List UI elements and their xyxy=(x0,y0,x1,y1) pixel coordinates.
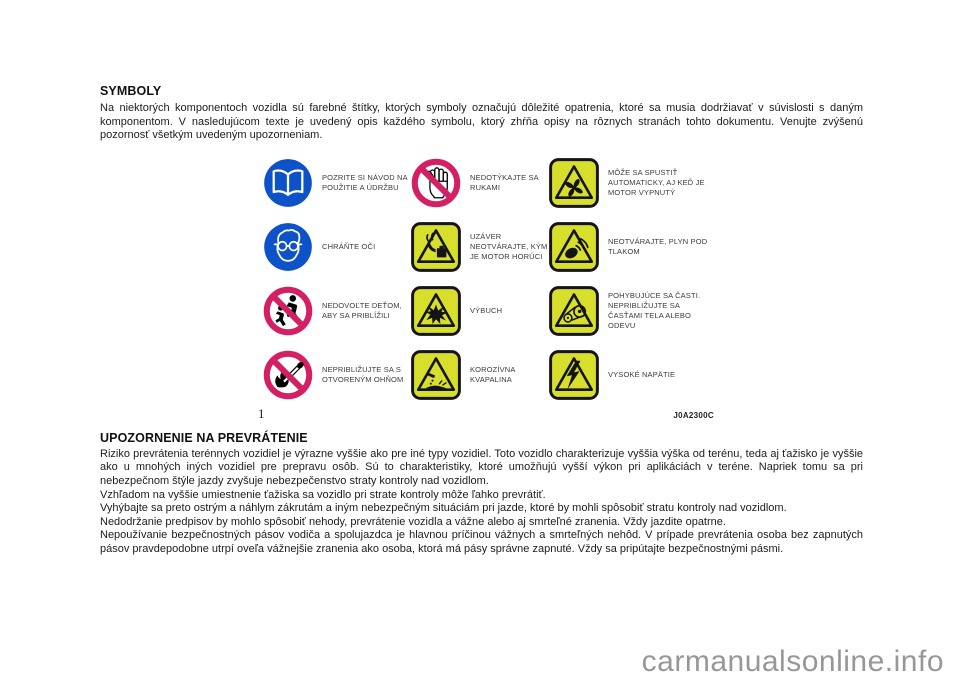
symbol-cell xyxy=(262,157,410,209)
no-children-icon xyxy=(262,285,314,337)
symbol-cell xyxy=(548,221,714,273)
eye-protection-icon xyxy=(262,221,314,273)
symbol-label: VÝBUCH xyxy=(470,305,503,315)
symbol-label: VYSOKÉ NAPÄTIE xyxy=(608,369,676,379)
figure-number: 1 xyxy=(258,405,265,421)
symbol-label: NEDOTÝKAJTE SA RUKAMI xyxy=(470,172,539,192)
symbol-cell xyxy=(410,157,548,209)
symbol-cell xyxy=(410,285,548,337)
symbols-section xyxy=(100,84,863,422)
high-voltage-icon xyxy=(548,349,600,401)
page-content xyxy=(100,84,863,557)
watermark: carmanualsonline.info xyxy=(641,645,944,678)
symbol-cell xyxy=(262,349,410,401)
figure-caption xyxy=(258,406,714,422)
rollover-paragraph: Vzhľadom na vyššie umiestnenie ťažiska sa vozidlo pri strate kontroly môže ľahko prevrátiť. xyxy=(100,488,546,501)
symbol-cell xyxy=(262,285,410,337)
symbols-intro: Na niektorých komponentoch vozidla sú farebné štítky, ktorých symboly označujú dôležité opatrenia, ktoré sa musia dodržiavať v súvislosti s daným komponentom. V nasledujúcom texte je uvedený opis každého symbolu, ktorý zhŕňa opisy na rôznych stranách tohto dokumentu. Venujte zvýšenú pozornosť všetkým uvedeným upozorneniam. xyxy=(100,102,863,142)
symbol-label: MÔŽE SA SPUSTIŤ AUTOMATICKY, AJ KEĎ JE MOTOR VYPNUTÝ xyxy=(608,167,705,197)
rollover-paragraph: Vyhýbajte sa preto ostrým a náhlym zákrutám a iným nebezpečným situáciám pri jazde, ktoré by mohli spôsobiť stratu kontroly nad vozidlom. xyxy=(100,502,787,515)
symbol-cell xyxy=(410,221,548,273)
symbol-label: NEDOVOĽTE DEŤOM, ABY SA PRIBLÍŽILI xyxy=(322,300,402,320)
symbol-label: POZRITE SI NÁVOD NA POUŽITIE A ÚDRŽBU xyxy=(322,172,408,192)
symbol-label: KOROZÍVNA KVAPALINA xyxy=(470,364,516,384)
symbol-label: NEPRIBLIŽUJTE SA S OTVORENÝM OHŇOM xyxy=(322,364,404,384)
rollover-paragraph: Nepoužívanie bezpečnostných pásov vodiča a spolujazdca je hlavnou príčinou vážnych a smrteľných nehôd. V prípade prevrátenia osoba bez zapnutých pásov pravdepodobne utrpí oveľa vážnejšie zranenia ako osoba, ktorá má pásy správne zapnuté. Vždy sa pripútajte bezpečnostnými pásmi. xyxy=(100,529,863,555)
rollover-paragraph: Nedodržanie predpisov by mohlo spôsobiť nehody, prevrátenie vozidla a vážne alebo aj smrteľné zranenia. Vždy jazdite opatrne. xyxy=(100,515,726,528)
rollover-paragraphs xyxy=(100,448,863,557)
corrosive-liquid-icon xyxy=(410,349,462,401)
rollover-paragraph: Riziko prevrátenia terénnych vozidiel je výrazne vyššie ako pre iné typy vozidiel. Toto vozidlo charakterizuje vyššia výška od terénu, teda aj ťažisko je vyššie ako u mnohých iných vozidiel pre prepravu osôb. Sú to charakteristiky, ktoré umožňujú vyšší výkon pri aplikáciách v teréne. Napriek tomu sa pri nebezpečnom štýle jazdy zvyšuje nebezpečenstvo straty kontroly nad vozidlom. xyxy=(100,447,863,487)
hot-coolant-icon xyxy=(410,221,462,273)
symbol-label: NEOTVÁRAJTE, PLYN POD TLAKOM xyxy=(608,236,708,256)
symbols-figure xyxy=(258,157,714,422)
explosion-icon xyxy=(410,285,462,337)
symbols-grid xyxy=(262,157,714,401)
rollover-heading: UPOZORNENIE NA PREVRÁTENIE xyxy=(100,430,308,445)
fan-auto-start-icon xyxy=(548,157,600,209)
symbol-cell xyxy=(548,349,714,401)
figure-code: J0A2300C xyxy=(673,410,714,420)
moving-parts-icon xyxy=(548,285,600,337)
pressurized-gas-icon xyxy=(548,221,600,273)
rollover-section xyxy=(100,431,863,557)
no-open-flame-icon xyxy=(262,349,314,401)
symbol-label: CHRÁŇTE OČI xyxy=(322,241,376,251)
symbol-label: UZÁVER NEOTVÁRAJTE, KÝM JE MOTOR HORÚCI xyxy=(470,231,548,261)
symbol-cell xyxy=(262,221,410,273)
owner-manual-book-icon xyxy=(262,157,314,209)
symbol-cell xyxy=(548,157,714,209)
symbol-cell xyxy=(548,285,714,337)
symbol-label: POHYBUJÚCE SA ČASTI. NEPRIBLIŽUJTE SA ČASŤAMI TELA ALEBO ODEVU xyxy=(608,291,701,330)
no-touch-hand-icon xyxy=(410,157,462,209)
symbol-cell xyxy=(410,349,548,401)
symbols-heading: SYMBOLY xyxy=(100,84,162,98)
